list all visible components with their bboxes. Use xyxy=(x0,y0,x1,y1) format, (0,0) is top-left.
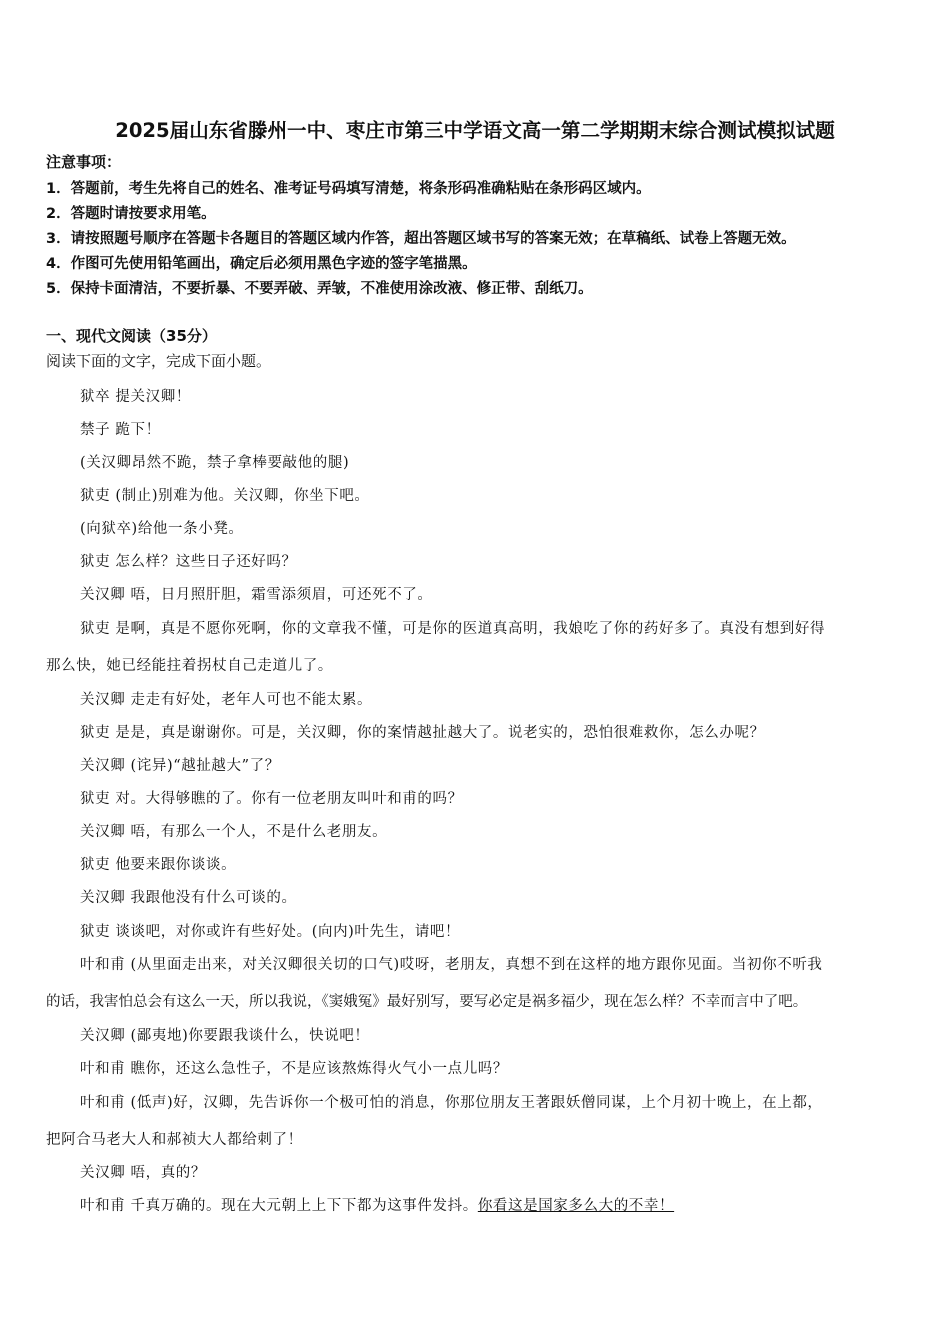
dialogue-line: 狱吏 他要来跟你谈谈。 xyxy=(80,857,237,873)
notice-item: 5．保持卡面清洁，不要折暴、不要弄破、弄皱，不准使用涂改液、修正带、刮纸刀。 xyxy=(46,281,593,297)
dialogue-line: 狱吏 谈谈吧，对你或许有些好处。(向内)叶先生，请吧！ xyxy=(80,924,461,940)
dialogue-line: 狱卒 提关汉卿！ xyxy=(80,389,191,405)
dialogue-line: 禁子 跪下！ xyxy=(80,422,161,438)
dialogue-line-last xyxy=(80,1194,674,1215)
dialogue-line: 狱吏 对。大得够瞧的了。你有一位老朋友叫叶和甫的吗？ xyxy=(80,791,463,807)
dialogue-line: 把阿合马老大人和郝祯大人都给刺了！ xyxy=(46,1132,303,1148)
dialogue-text: 叶和甫 千真万确的。现在大元朝上上下下都为这事件发抖。 xyxy=(80,1198,478,1214)
dialogue-line: 关汉卿 (鄙夷地)你要跟我谈什么，快说吧！ xyxy=(80,1028,370,1044)
dialogue-line: 关汉卿 唔，日月照肝胆，霜雪添须眉，可还死不了。 xyxy=(80,587,433,603)
notice-item: 2．答题时请按要求用笔。 xyxy=(46,206,216,222)
dialogue-line: 关汉卿 我跟他没有什么可谈的。 xyxy=(80,890,297,906)
dialogue-line: 叶和甫 瞧你，还这么急性子，不是应该熬炼得火气小一点儿吗？ xyxy=(80,1061,509,1077)
section-instruction: 阅读下面的文字，完成下面小题。 xyxy=(46,352,272,370)
dialogue-line: 狱吏 是啊，真是不愿你死啊，你的文章我不懂，可是你的医道真高明，我娘吃了你的药好多了。真没有想到好得 xyxy=(80,621,826,637)
dialogue-line: 关汉卿 唔，真的？ xyxy=(80,1165,207,1181)
dialogue-line: 那么快，她已经能拄着拐杖自己走道儿了。 xyxy=(46,658,333,674)
notice-item: 3．请按照题号顺序在答题卡各题目的答题区域内作答，超出答题区域书写的答案无效；在草稿纸、试卷上答题无效。 xyxy=(46,231,796,247)
dialogue-line: 的话，我害怕总会有这么一天，所以我说，《窦娥冤》最好别写，要写必定是祸多福少，现在怎么样？不幸而言中了吧。 xyxy=(46,994,808,1010)
dialogue-line: (关汉卿昂然不跪，禁子拿棒要敲他的腿) xyxy=(80,455,350,471)
dialogue-line: 叶和甫 (从里面走出来，对关汉卿很关切的口气)哎呀，老朋友，真想不到在这样的地方跟你见面。当初你不听我 xyxy=(80,957,823,973)
dialogue-line: 狱吏 怎么样？这些日子还好吗？ xyxy=(80,554,297,570)
section-heading: 一、现代文阅读（35分） xyxy=(46,327,217,345)
notice-item: 1．答题前，考生先将自己的姓名、准考证号码填写清楚，将条形码准确粘贴在条形码区域内。 xyxy=(46,181,651,197)
dialogue-line: 关汉卿 (诧异)“越扯越大”了？ xyxy=(80,758,280,774)
dialogue-line: 狱吏 是是，真是谢谢你。可是，关汉卿，你的案情越扯越大了。说老实的，恐怕很难救你，怎么办呢？ xyxy=(80,725,765,741)
notice-heading: 注意事项： xyxy=(46,153,122,171)
underlined-sentence: 你看这是国家多么大的不幸！ xyxy=(477,1198,675,1214)
notice-item: 4．作图可先使用铅笔画出，确定后必须用黑色字迹的签字笔描黑。 xyxy=(46,256,477,272)
dialogue-line: 关汉卿 走走有好处，老年人可也不能太累。 xyxy=(80,692,373,708)
exam-title: 2025届山东省滕州一中、枣庄市第三中学语文高一第二学期期末综合测试模拟试题 xyxy=(115,119,835,142)
dialogue-line: 关汉卿 唔，有那么一个人，不是什么老朋友。 xyxy=(80,824,388,840)
dialogue-line: 叶和甫 (低声)好，汉卿，先告诉你一个极可怕的消息，你那位朋友王著跟妖僧同谋，上个月初十晚上，在上都， xyxy=(80,1095,823,1111)
dialogue-line: (向狱卒)给他一条小凳。 xyxy=(80,521,244,537)
dialogue-line: 狱吏 (制止)别难为他。关汉卿，你坐下吧。 xyxy=(80,488,370,504)
